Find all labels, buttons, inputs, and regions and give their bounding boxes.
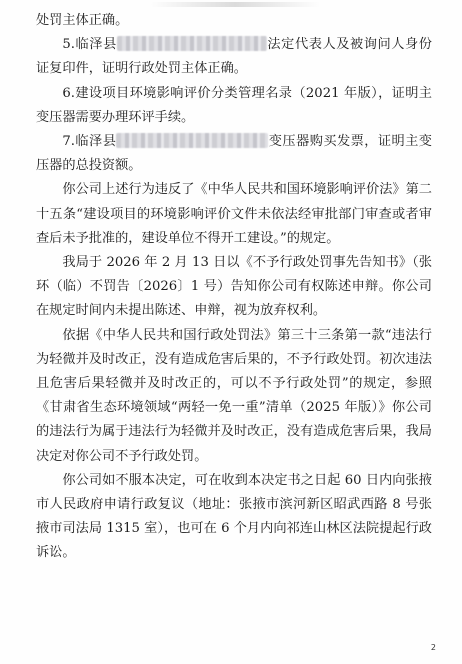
scan-artifact xyxy=(150,2,320,7)
page-number: 2 xyxy=(430,643,436,652)
paragraph-text: 你公司上述行为违反了《中华人民共和国环境影响评价法》第二十五条“建设项目的环境影响评价文件未依法经审批部门审查或者审查后未予批准的，建设单位不得开工建设。”的规定。 xyxy=(36,182,432,246)
paragraph xyxy=(36,9,432,33)
paragraph-text: 5.临泽县 xyxy=(62,37,117,53)
paragraph xyxy=(36,469,432,566)
paragraph xyxy=(36,251,432,324)
paragraph-text: 处罚主体正确。 xyxy=(36,13,129,28)
paragraph xyxy=(36,178,432,251)
paragraph-text: 法定代表人及被询问人身份证复印件，证明行政处罚主体正确。 xyxy=(36,37,432,77)
paragraph-text: 6.建设项目环境影响评价分类管理名录（2021 年版），证明主变压器需要办理环评手续。 xyxy=(36,85,432,125)
paragraph-text: 变压器购买发票，证明主变压器的总投资额。 xyxy=(36,134,432,174)
redacted-text xyxy=(117,36,267,51)
paragraph xyxy=(36,33,432,81)
paragraph-text: 7.临泽县 xyxy=(62,134,117,150)
redacted-text xyxy=(116,133,268,148)
paragraph xyxy=(36,130,432,178)
paragraph xyxy=(36,324,432,469)
paragraph-text: 我局于 2026 年 2 月 13 日以《不予行政处罚事先告知书》（张环（临）不罚告〔2026〕1 号）告知你公司有权陈述申辩。你公司在规定时间内未提出陈述、申辩，视为放弃权利。 xyxy=(36,255,432,319)
paragraph-text: 依据《中华人民共和国行政处罚法》第三十三条第一款“违法行为轻微并及时改正，没有造成危害后果的，不予行政处罚。初次违法且危害后果轻微并及时改正的，可以不予行政处罚”的规定，参照《甘肃省生态环境领域“两轻一免一重”清单（2025 年版）》你公司的违法行为属于违法行为轻微并及时改正，没有造成危害后果，我局决定对你公司不予行政处罚。 xyxy=(36,327,432,464)
paragraph-text: 你公司如不服本决定，可在收到本决定书之日起 60 日内向张掖市人民政府申请行政复议（地址：张掖市滨河新区昭武西路 8 号张掖市司法局 1315 室），也可在 6 个月内向祁连山林区法院提起行政诉讼。 xyxy=(36,472,432,561)
paragraph xyxy=(36,82,432,130)
document-body xyxy=(36,9,432,566)
